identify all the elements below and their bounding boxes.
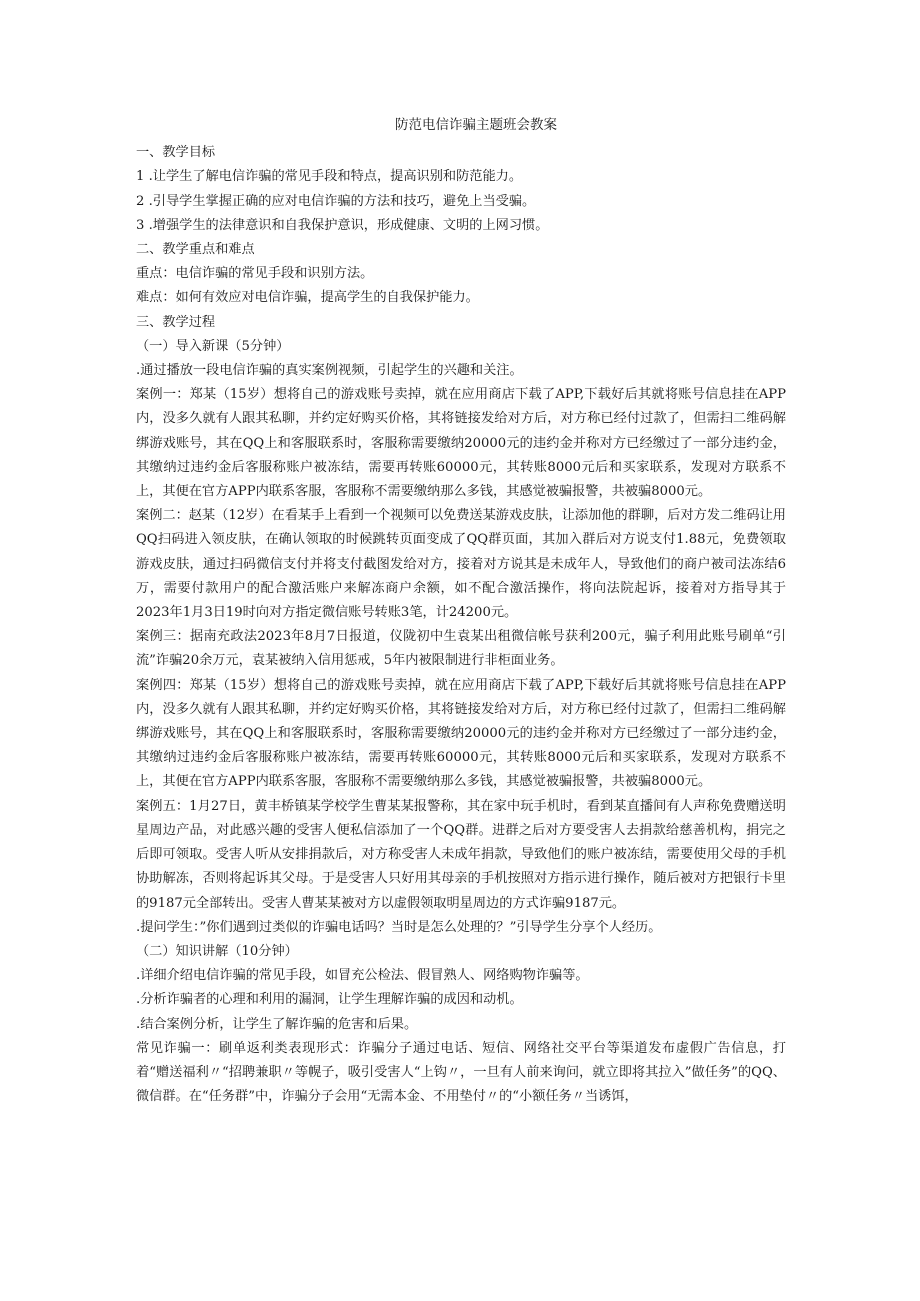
document-body bbox=[136, 141, 786, 1109]
paragraph: 重点：电信诈骗的常见手段和识别方法。 bbox=[136, 266, 374, 282]
paragraph: 案例一：郑某（15岁）想将自己的游戏账号卖掉，就在应用商店下载了APP,下载好后其就将账号信息挂在APP内，没多久就有人跟其私聊，并约定好购买价格，其将链接发给对方后，对方称已经付过款了，但需扫二维码解绑游戏账号，其在QQ上和客服联系时，客服称需要缴纳20000元的违约金并称对方已经缴过了一部分违约金，其缴纳过违约金后客服称账户被冻结，需要再转账60000元，其转账8000元后和买家联系，发现对方联系不上，其便在官方APP内联系客服，客服称不需要缴纳那么多钱，其感觉被骗报警，共被骗8000元。 bbox=[136, 387, 786, 500]
paragraph: .结合案例分析，让学生了解诈骗的危害和后果。 bbox=[136, 1016, 418, 1032]
paragraph: 一、教学目标 bbox=[136, 145, 216, 161]
paragraph: .通过播放一段电信诈骗的真实案例视频，引起学生的兴趣和关注。 bbox=[136, 363, 523, 379]
paragraph: 案例二：赵某（12岁）在看某手上看到一个视频可以免费送某游戏皮肤，让添加他的群聊，后对方发二维码让用QQ扫码进入领皮肤，在确认领取的时候跳转页面变成了QQ群页面，其加入群后对方说支付1.88元，免费领取游戏皮肤，通过扫码微信支付并将支付截图发给对方，接着对方说其是未成年人，导致他们的商户被司法冻结6万，需要付款用户的配合激活账户来解冻商户余额，如不配合激活操作，将向法院起诉，接着对方指导其于2023年1月3日19时向对方指定微信账号转账3笔，计24200元。 bbox=[136, 508, 786, 621]
paragraph: 案例三：据南充政法2023年8月7日报道，仪陇初中生袁某出租微信帐号获利200元，骗子利用此账号刷单“引流”诈骗20余万元，袁某被纳入信用惩戒，5年内被限制进行非柜面业务。 bbox=[136, 629, 786, 669]
document-title: 防范电信诈骗主题班会教案 bbox=[395, 117, 557, 133]
paragraph: 二、教学重点和难点 bbox=[136, 242, 255, 258]
paragraph: 1 .让学生了解电信诈骗的常见手段和特点，提高识别和防范能力。 bbox=[136, 169, 523, 185]
paragraph: 常见诈骗一：刷单返利类表现形式：诈骗分子通过电话、短信、网络社交平台等渠道发布虚假广告信息，打着“赠送福利〃“招聘兼职〃等幌子，吸引受害人“上钩〃，一旦有人前来询问，就立即将其拉入”做任务”的QQ、微信群。在“任务群”中，诈骗分子会用“无需本金、不用垫付〃的“小额任务〃当诱饵， bbox=[136, 1040, 786, 1105]
document-page bbox=[136, 113, 786, 1109]
paragraph: 案例四：郑某（15岁）想将自己的游戏账号卖掉，就在应用商店下载了APP,下载好后其就将账号信息挂在APP内，没多久就有人跟其私聊，并约定好购买价格，其将链接发给对方后，对方称已经付过款了，但需扫二维码解绑游戏账号，其在QQ上和客服联系时，客服称需要缴纳20000元的违约金并称对方已经缴过了一部分违约金，其缴纳过违约金后客服称账户被冻结，需要再转账60000元，其转账8000元后和买家联系，发现对方联系不上，其便在官方APP内联系客服，客服称不需要缴纳那么多钱，其感觉被骗报警，共被骗8000元。 bbox=[136, 677, 786, 790]
paragraph: 三、教学过程 bbox=[136, 314, 216, 330]
paragraph: .详细介绍电信诈骗的常见手段，如冒充公检法、假冒熟人、网络购物诈骗等。 bbox=[136, 968, 589, 984]
paragraph: .提问学生：”你们遇到过类似的诈骗电话吗？当时是怎么处理的？”引导学生分享个人经历。 bbox=[136, 919, 662, 935]
paragraph: .分析诈骗者的心理和利用的漏洞，让学生理解诈骗的成因和动机。 bbox=[136, 992, 523, 1008]
paragraph: （二）知识讲解（10分钟） bbox=[136, 943, 298, 959]
paragraph: （一）导入新课（5分钟） bbox=[136, 338, 290, 354]
paragraph: 3 .增强学生的法律意识和自我保护意识，形成健康、文明的上网习惯。 bbox=[136, 217, 549, 233]
paragraph: 2 .引导学生掌握正确的应对电信诈骗的方法和技巧，避免上当受骗。 bbox=[136, 193, 536, 209]
paragraph: 案例五：1月27日，黄丰桥镇某学校学生曹某某报警称，其在家中玩手机时，看到某直播间有人声称免费赠送明星周边产品，对此感兴趣的受害人便私信添加了一个QQ群。进群之后对方要受害人去捐款给慈善机构，捐完之后即可领取。受害人听从安排捐款后，对方称受害人未成年捐款，导致他们的账户被冻结，需要使用父母的手机协助解冻，否则将起诉其父母。于是受害人只好用其母亲的手机按照对方指示进行操作，随后被对方把银行卡里的9187元全部转出。受害人曹某某被对方以虚假领取明星周边的方式诈骗9187元。 bbox=[136, 798, 786, 911]
paragraph: 难点：如何有效应对电信诈骗，提高学生的自我保护能力。 bbox=[136, 290, 479, 306]
